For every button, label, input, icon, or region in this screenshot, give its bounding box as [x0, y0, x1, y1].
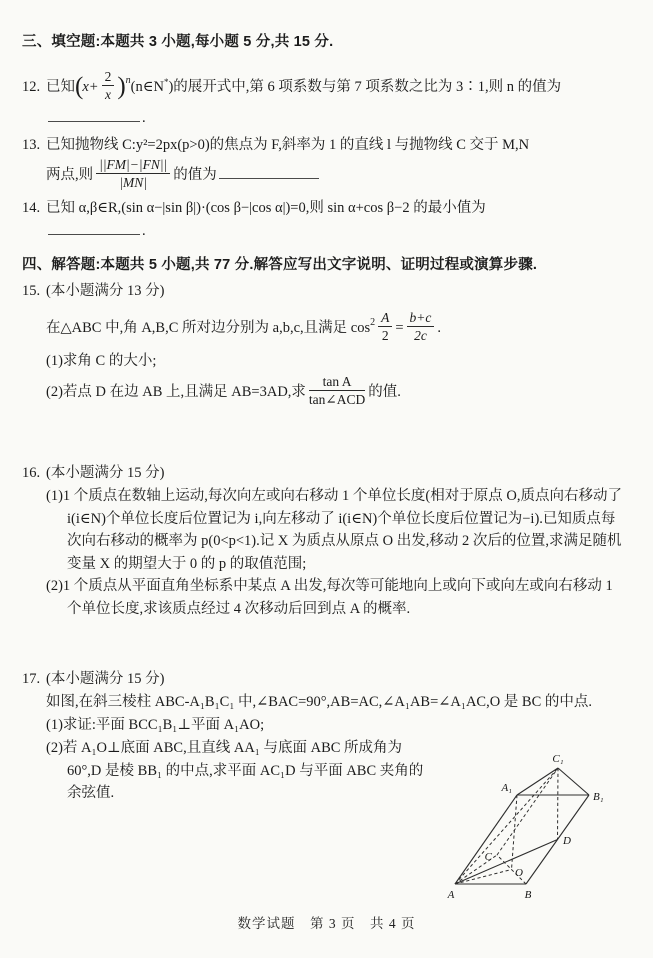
- question-14-number: 14.: [22, 200, 41, 216]
- question-15-part1: (1)求角 C 的大小;: [46, 353, 157, 369]
- q15-part2-post: 的值.: [368, 384, 401, 400]
- big-left-paren: (: [75, 73, 83, 100]
- q13-answer-blank: [219, 165, 319, 179]
- q15-frac2-numerator: b+c: [407, 310, 435, 327]
- q13-text-line2-post: 的值为: [173, 167, 217, 183]
- question-15-intro: [46, 303, 629, 348]
- question-13-line2: [46, 157, 629, 193]
- big-right-paren: ): [117, 73, 125, 100]
- q12-exponent: n: [125, 75, 131, 86]
- question-17-part1: (1)求证:平面 BCC₁B₁⊥平面 A₁AO;: [46, 717, 265, 733]
- q15-intro-pre: 在△ABC 中,角 A,B,C 所对边分别为 a,b,c,且满足 cos: [46, 320, 371, 336]
- label-vertex-B: B: [524, 889, 532, 901]
- label-vertex-B1: B₁: [593, 791, 604, 803]
- question-15-head: [22, 280, 629, 303]
- q13-fraction-denominator: |MN|: [119, 175, 148, 191]
- question-17: [22, 668, 629, 918]
- section3-title: 三、填空题:本题共 3 小题,每小题 5 分,共 15 分.: [22, 34, 334, 50]
- question-13: [22, 134, 629, 193]
- section4-title: 四、解答题:本题共 5 小题,共 77 分.解答应写出文字说明、证明过程或演算步骤.: [22, 257, 538, 273]
- question-17-intro: 如图,在斜三棱柱 ABC-A₁B₁C₁ 中,∠BAC=90°,AB=AC,∠A₁AB=∠A₁AC,O 是 BC 的中点.: [46, 694, 593, 710]
- q12-fraction: [102, 69, 115, 102]
- prism-figure: [441, 752, 619, 914]
- q13-fraction: [96, 157, 170, 190]
- q12-text-pre: 已知: [46, 79, 75, 95]
- prism-figure-svg: [441, 752, 619, 914]
- label-point-D: D: [563, 835, 571, 847]
- q15-frac1-numerator: A: [378, 310, 392, 327]
- q13-fraction-numerator: ||FM|−|FN||: [96, 157, 170, 174]
- question-15-part2: [46, 374, 629, 410]
- q15-fraction-bc-over-2c: [407, 310, 435, 343]
- q15-frac3-denominator: tan∠ACD: [308, 392, 366, 408]
- q12-text-post1: (n∈N: [130, 79, 164, 95]
- q14-text-line1: 已知 α,β∈R,(sin α−|sin β|)·(cos β−|cos α|)=0,则 sin α+cos β−2 的最小值为: [46, 200, 486, 216]
- question-16-number: 16.: [22, 465, 41, 481]
- q16-points: (本小题满分 15 分): [46, 465, 165, 481]
- question-12-line1: [22, 61, 629, 107]
- q15-frac3-numerator: tan A: [309, 374, 365, 391]
- question-16-part2: (2)1 个质点从平面直角坐标系中某点 A 出发,每次等可能地向上或向下或向左或向右移动 1 个单位长度,求该质点经过 4 次移动后回到点 A 的概率.: [46, 578, 613, 617]
- segment-C1-D: [558, 768, 559, 840]
- q13-text-line2-pre: 两点,则: [46, 167, 94, 183]
- q12-text-post2: )的展开式中,第 6 项系数与第 7 项系数之比为 3∶1,则 n 的值为: [168, 79, 562, 95]
- question-16-part1: (1)1 个质点在数轴上运动,每次向左或向右移动 1 个单位长度(相对于原点 O,质点向右移动了 i(i∈N)个单位长度后位置记为 i,向左移动了 i(i∈N)个单位长度后位置记为−i).已知质点每次向右移动的概率为 p(0<p<1).记 X 为质点从原点 O 出发,移动 2 次后的位置,求满足随机变量 X 的期望大于 0 的 p 的取值范围;: [46, 488, 622, 572]
- q14-period: .: [142, 223, 146, 239]
- q15-equals: =: [395, 320, 404, 336]
- question-16: [22, 462, 629, 620]
- label-point-O: O: [515, 867, 523, 879]
- question-16-head: [22, 462, 629, 485]
- label-vertex-A1: A₁: [501, 782, 512, 794]
- q13-text-line1: 已知抛物线 C:y²=2px(p>0)的焦点为 F,斜率为 1 的直线 l 与抛物线 C 交于 M,N: [46, 137, 530, 153]
- q15-intro-end: .: [437, 320, 442, 336]
- q15-fraction-a-over-2: [378, 310, 392, 343]
- q15-frac2-denominator: 2c: [414, 328, 427, 344]
- q15-cos-squared: 2: [370, 317, 376, 328]
- question-14-line1: [22, 197, 629, 220]
- q14-answer-blank: [48, 221, 140, 235]
- page-footer: 数学试题 第 3 页 共 4 页: [237, 916, 416, 931]
- question-15: [22, 280, 629, 410]
- q17-points: (本小题满分 15 分): [46, 671, 165, 687]
- q12-n-star: *: [163, 77, 169, 87]
- question-12-answer-line: [46, 107, 629, 130]
- label-vertex-A: A: [447, 889, 455, 901]
- question-13-number: 13.: [22, 137, 41, 153]
- q12-fraction-denominator: x: [104, 87, 111, 103]
- question-14-answer-line: [46, 220, 629, 243]
- question-12: [22, 61, 629, 130]
- question-13-line1: [22, 134, 629, 157]
- question-17-number: 17.: [22, 671, 41, 687]
- q12-fraction-numerator: 2: [102, 69, 115, 86]
- question-14: [22, 197, 629, 243]
- question-15-number: 15.: [22, 283, 41, 299]
- question-12-number: 12.: [22, 79, 41, 95]
- q15-points: (本小题满分 13 分): [46, 283, 165, 299]
- q12-answer-blank: [48, 108, 140, 122]
- q12-period: .: [142, 110, 146, 126]
- q12-x-plus: x+: [82, 79, 99, 95]
- q15-part2-pre: (2)若点 D 在边 AB 上,且满足 AB=3AD,求: [46, 384, 306, 400]
- label-vertex-C: C: [484, 851, 492, 863]
- edge-C1-B1: [558, 768, 589, 795]
- label-vertex-C1: C₁: [552, 753, 564, 765]
- question-17-head: [22, 668, 629, 691]
- q15-fraction-tan: [309, 374, 365, 407]
- q15-frac1-denominator: 2: [381, 328, 389, 344]
- question-17-part2: (2)若 A₁O⊥底面 ABC,且直线 AA₁ 与底面 ABC 所成角为 60°,D 是棱 BB₁ 的中点,求平面 AC₁D 与平面 ABC 夹角的余弦值.: [46, 740, 424, 801]
